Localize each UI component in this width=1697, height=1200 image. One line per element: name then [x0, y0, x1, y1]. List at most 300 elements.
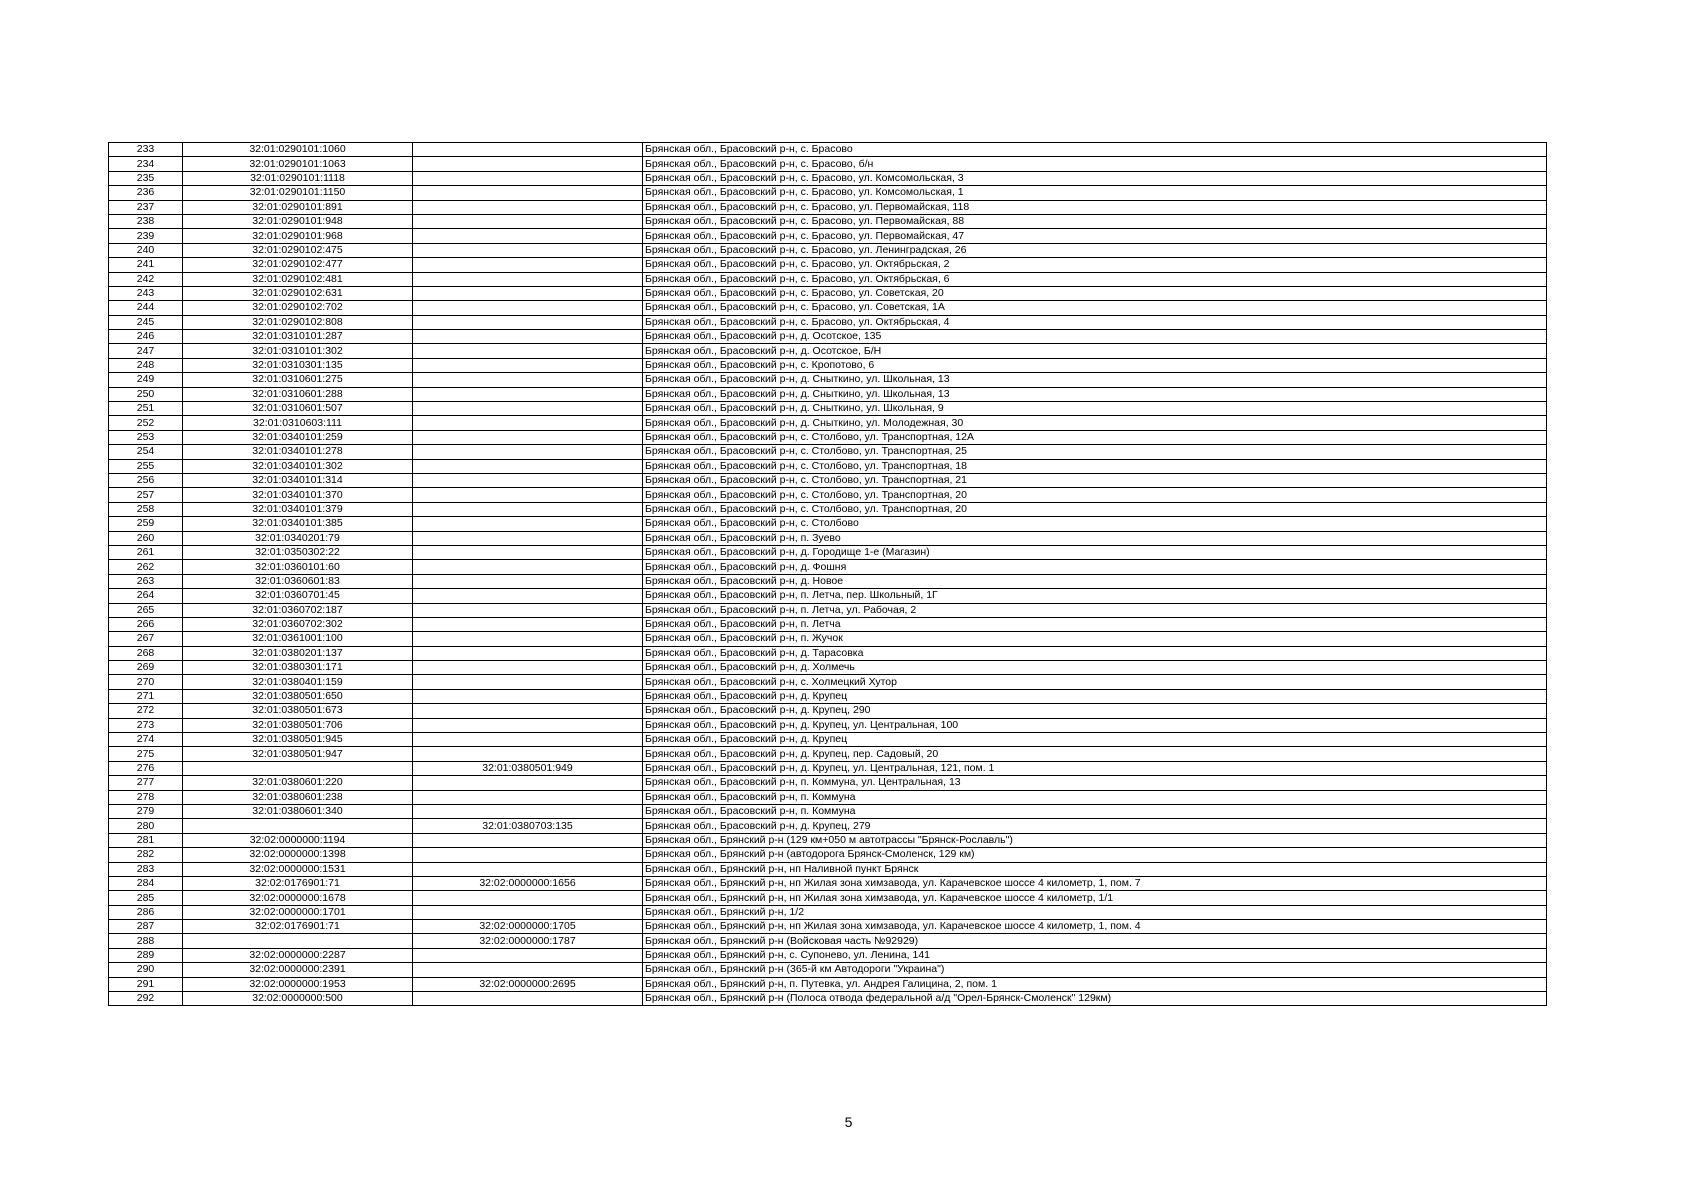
related-cadastral-number-cell — [413, 358, 643, 372]
row-number-cell: 244 — [109, 301, 183, 315]
related-cadastral-number-cell — [413, 473, 643, 487]
address-cell: Брянская обл., Брасовский р-н, д. Крупец, ул. Центральная, 121, пом. 1 — [643, 761, 1547, 775]
address-cell: Брянская обл., Брасовский р-н, с. Холмецкий Хутор — [643, 675, 1547, 689]
cadastral-number-cell: 32:01:0380501:673 — [183, 704, 413, 718]
row-number-cell: 285 — [109, 891, 183, 905]
cadastral-number-cell: 32:01:0380601:340 — [183, 804, 413, 818]
address-cell: Брянская обл., Брасовский р-н, д. Осотское, Б/Н — [643, 344, 1547, 358]
cadastral-number-cell: 32:01:0340101:385 — [183, 517, 413, 531]
address-cell: Брянская обл., Брасовский р-н, с. Столбово, ул. Транспортная, 25 — [643, 445, 1547, 459]
address-cell: Брянская обл., Брянский р-н (365-й км Автодороги "Украина") — [643, 963, 1547, 977]
table-row — [109, 848, 1547, 862]
cadastral-number-cell: 32:02:0000000:1398 — [183, 848, 413, 862]
cadastral-number-cell: 32:01:0360101:60 — [183, 560, 413, 574]
related-cadastral-number-cell — [413, 848, 643, 862]
table-row — [109, 934, 1547, 948]
cadastral-number-cell: 32:01:0290102:808 — [183, 315, 413, 329]
related-cadastral-number-cell — [413, 675, 643, 689]
row-number-cell: 278 — [109, 790, 183, 804]
cadastral-number-cell: 32:01:0310101:287 — [183, 330, 413, 344]
table-row — [109, 373, 1547, 387]
cadastral-number-cell: 32:01:0380401:159 — [183, 675, 413, 689]
cadastral-number-cell: 32:01:0350302:22 — [183, 545, 413, 559]
table-row — [109, 963, 1547, 977]
related-cadastral-number-cell — [413, 344, 643, 358]
table-row — [109, 689, 1547, 703]
cadastral-number-cell — [183, 761, 413, 775]
table-row — [109, 761, 1547, 775]
cadastral-number-cell: 32:01:0361001:100 — [183, 632, 413, 646]
related-cadastral-number-cell — [413, 747, 643, 761]
related-cadastral-number-cell — [413, 258, 643, 272]
table-row — [109, 804, 1547, 818]
table-row — [109, 459, 1547, 473]
row-number-cell: 268 — [109, 646, 183, 660]
related-cadastral-number-cell — [413, 200, 643, 214]
table-row — [109, 675, 1547, 689]
row-number-cell: 287 — [109, 920, 183, 934]
related-cadastral-number-cell — [413, 373, 643, 387]
table-row — [109, 733, 1547, 747]
table-row — [109, 243, 1547, 257]
address-cell: Брянская обл., Брасовский р-н, с. Брасово, ул. Первомайская, 88 — [643, 214, 1547, 228]
cadastral-number-cell: 32:01:0380301:171 — [183, 661, 413, 675]
cadastral-number-cell: 32:01:0290102:631 — [183, 286, 413, 300]
table-row — [109, 560, 1547, 574]
table-row — [109, 574, 1547, 588]
table-row — [109, 603, 1547, 617]
address-cell: Брянская обл., Брасовский р-н, д. Крупец, 290 — [643, 704, 1547, 718]
related-cadastral-number-cell — [413, 430, 643, 444]
address-cell: Брянская обл., Брасовский р-н, с. Брасово, ул. Октябрьская, 6 — [643, 272, 1547, 286]
address-cell: Брянская обл., Брасовский р-н, с. Столбово, ул. Транспортная, 12А — [643, 430, 1547, 444]
cadastral-number-cell: 32:01:0340101:379 — [183, 502, 413, 516]
related-cadastral-number-cell — [413, 143, 643, 157]
cadastral-number-cell: 32:01:0310601:288 — [183, 387, 413, 401]
table-row — [109, 862, 1547, 876]
row-number-cell: 284 — [109, 876, 183, 890]
related-cadastral-number-cell — [413, 704, 643, 718]
row-number-cell: 239 — [109, 229, 183, 243]
cadastral-number-cell: 32:01:0340101:370 — [183, 488, 413, 502]
row-number-cell: 261 — [109, 545, 183, 559]
related-cadastral-number-cell — [413, 776, 643, 790]
row-number-cell: 235 — [109, 171, 183, 185]
related-cadastral-number-cell — [413, 402, 643, 416]
address-cell: Брянская обл., Брянский р-н, 1/2 — [643, 905, 1547, 919]
cadastral-number-cell: 32:01:0360601:83 — [183, 574, 413, 588]
related-cadastral-number-cell — [413, 948, 643, 962]
row-number-cell: 254 — [109, 445, 183, 459]
address-cell: Брянская обл., Брасовский р-н, с. Брасово, ул. Комсомольская, 3 — [643, 171, 1547, 185]
related-cadastral-number-cell — [413, 286, 643, 300]
related-cadastral-number-cell — [413, 459, 643, 473]
row-number-cell: 279 — [109, 804, 183, 818]
related-cadastral-number-cell — [413, 157, 643, 171]
address-cell: Брянская обл., Брасовский р-н, с. Столбово — [643, 517, 1547, 531]
table-row — [109, 200, 1547, 214]
related-cadastral-number-cell — [413, 589, 643, 603]
table-row — [109, 718, 1547, 732]
related-cadastral-number-cell — [413, 689, 643, 703]
row-number-cell: 262 — [109, 560, 183, 574]
row-number-cell: 241 — [109, 258, 183, 272]
cadastral-number-cell: 32:01:0290101:968 — [183, 229, 413, 243]
table-row — [109, 531, 1547, 545]
row-number-cell: 236 — [109, 186, 183, 200]
row-number-cell: 245 — [109, 315, 183, 329]
address-cell: Брянская обл., Брасовский р-н, д. Сныткино, ул. Молодежная, 30 — [643, 416, 1547, 430]
address-cell: Брянская обл., Брасовский р-н, д. Крупец — [643, 733, 1547, 747]
cadastral-number-cell: 32:01:0360702:302 — [183, 617, 413, 631]
related-cadastral-number-cell: 32:02:0000000:2695 — [413, 977, 643, 991]
row-number-cell: 275 — [109, 747, 183, 761]
cadastral-number-cell: 32:01:0380501:706 — [183, 718, 413, 732]
address-cell: Брянская обл., Брасовский р-н, п. Жучок — [643, 632, 1547, 646]
table-row — [109, 315, 1547, 329]
address-cell: Брянская обл., Брасовский р-н, д. Крупец — [643, 689, 1547, 703]
row-number-cell: 269 — [109, 661, 183, 675]
cadastral-number-cell: 32:02:0000000:2287 — [183, 948, 413, 962]
address-cell: Брянская обл., Брянский р-н (Полоса отвода федеральной а/д "Орел-Брянск-Смоленск" 129км) — [643, 992, 1547, 1006]
cadastral-number-cell: 32:01:0340201:79 — [183, 531, 413, 545]
related-cadastral-number-cell — [413, 330, 643, 344]
related-cadastral-number-cell — [413, 488, 643, 502]
cadastral-number-cell: 32:01:0290101:891 — [183, 200, 413, 214]
address-cell: Брянская обл., Брасовский р-н, с. Столбово, ул. Транспортная, 18 — [643, 459, 1547, 473]
cadastral-number-cell: 32:01:0340101:314 — [183, 473, 413, 487]
related-cadastral-number-cell — [413, 387, 643, 401]
table-row — [109, 977, 1547, 991]
cadastral-number-cell: 32:02:0000000:1701 — [183, 905, 413, 919]
row-number-cell: 238 — [109, 214, 183, 228]
table-row — [109, 502, 1547, 516]
address-cell: Брянская обл., Брасовский р-н, д. Сныткино, ул. Школьная, 9 — [643, 402, 1547, 416]
row-number-cell: 274 — [109, 733, 183, 747]
row-number-cell: 277 — [109, 776, 183, 790]
address-cell: Брянская обл., Брасовский р-н, п. Летча, пер. Школьный, 1Г — [643, 589, 1547, 603]
cadastral-number-cell: 32:01:0380601:220 — [183, 776, 413, 790]
table-row — [109, 416, 1547, 430]
row-number-cell: 286 — [109, 905, 183, 919]
table-row — [109, 891, 1547, 905]
row-number-cell: 242 — [109, 272, 183, 286]
related-cadastral-number-cell — [413, 833, 643, 847]
cadastral-number-cell: 32:01:0340101:259 — [183, 430, 413, 444]
related-cadastral-number-cell — [413, 862, 643, 876]
related-cadastral-number-cell: 32:02:0000000:1705 — [413, 920, 643, 934]
table-row — [109, 186, 1547, 200]
related-cadastral-number-cell — [413, 733, 643, 747]
row-number-cell: 291 — [109, 977, 183, 991]
row-number-cell: 267 — [109, 632, 183, 646]
table-row — [109, 488, 1547, 502]
address-cell: Брянская обл., Брасовский р-н, д. Новое — [643, 574, 1547, 588]
row-number-cell: 272 — [109, 704, 183, 718]
row-number-cell: 237 — [109, 200, 183, 214]
address-cell: Брянская обл., Брасовский р-н, с. Брасово, б/н — [643, 157, 1547, 171]
related-cadastral-number-cell — [413, 603, 643, 617]
cadastral-number-cell: 32:02:0176901:71 — [183, 876, 413, 890]
table-row — [109, 833, 1547, 847]
row-number-cell: 290 — [109, 963, 183, 977]
cadastral-number-cell: 32:02:0000000:1678 — [183, 891, 413, 905]
address-cell: Брянская обл., Брасовский р-н, д. Сныткино, ул. Школьная, 13 — [643, 373, 1547, 387]
table-row — [109, 819, 1547, 833]
related-cadastral-number-cell — [413, 301, 643, 315]
row-number-cell: 249 — [109, 373, 183, 387]
table-row — [109, 517, 1547, 531]
row-number-cell: 273 — [109, 718, 183, 732]
address-cell: Брянская обл., Брасовский р-н, п. Зуево — [643, 531, 1547, 545]
table-row — [109, 358, 1547, 372]
address-cell: Брянская обл., Брасовский р-н, с. Столбово, ул. Транспортная, 20 — [643, 502, 1547, 516]
table-row — [109, 776, 1547, 790]
cadastral-number-cell: 32:01:0290101:1150 — [183, 186, 413, 200]
related-cadastral-number-cell — [413, 531, 643, 545]
related-cadastral-number-cell — [413, 416, 643, 430]
row-number-cell: 288 — [109, 934, 183, 948]
table-row — [109, 258, 1547, 272]
related-cadastral-number-cell — [413, 560, 643, 574]
table-row — [109, 229, 1547, 243]
address-cell: Брянская обл., Брасовский р-н, с. Брасово, ул. Октябрьская, 2 — [643, 258, 1547, 272]
address-cell: Брянская обл., Брасовский р-н, п. Коммуна, ул. Центральная, 13 — [643, 776, 1547, 790]
related-cadastral-number-cell — [413, 502, 643, 516]
table-row — [109, 920, 1547, 934]
row-number-cell: 258 — [109, 502, 183, 516]
address-cell: Брянская обл., Брасовский р-н, д. Городище 1-е (Магазин) — [643, 545, 1547, 559]
property-table — [108, 142, 1547, 1006]
table-row — [109, 445, 1547, 459]
address-cell: Брянская обл., Брянский р-н, нп Наливной пункт Брянск — [643, 862, 1547, 876]
address-cell: Брянская обл., Брасовский р-н, с. Столбово, ул. Транспортная, 20 — [643, 488, 1547, 502]
row-number-cell: 282 — [109, 848, 183, 862]
row-number-cell: 251 — [109, 402, 183, 416]
address-cell: Брянская обл., Брасовский р-н, п. Летча — [643, 617, 1547, 631]
related-cadastral-number-cell: 32:01:0380703:135 — [413, 819, 643, 833]
cadastral-number-cell: 32:02:0000000:1194 — [183, 833, 413, 847]
related-cadastral-number-cell — [413, 646, 643, 660]
table-body — [109, 143, 1547, 1006]
table-row — [109, 790, 1547, 804]
address-cell: Брянская обл., Брасовский р-н, с. Брасово, ул. Первомайская, 47 — [643, 229, 1547, 243]
table-row — [109, 905, 1547, 919]
cadastral-number-cell: 32:02:0000000:1953 — [183, 977, 413, 991]
related-cadastral-number-cell: 32:01:0380501:949 — [413, 761, 643, 775]
table-row — [109, 747, 1547, 761]
row-number-cell: 253 — [109, 430, 183, 444]
cadastral-number-cell: 32:01:0290102:702 — [183, 301, 413, 315]
page-number: 5 — [844, 1114, 853, 1130]
address-cell: Брянская обл., Брасовский р-н, с. Брасово, ул. Комсомольская, 1 — [643, 186, 1547, 200]
table-row — [109, 330, 1547, 344]
address-cell: Брянская обл., Брянский р-н, нп Жилая зона химзавода, ул. Карачевское шоссе 4 километр, 1, пом. 7 — [643, 876, 1547, 890]
cadastral-number-cell: 32:01:0290101:948 — [183, 214, 413, 228]
related-cadastral-number-cell — [413, 718, 643, 732]
row-number-cell: 292 — [109, 992, 183, 1006]
address-cell: Брянская обл., Брасовский р-н, д. Крупец, пер. Садовый, 20 — [643, 747, 1547, 761]
cadastral-number-cell: 32:01:0290101:1060 — [183, 143, 413, 157]
related-cadastral-number-cell — [413, 545, 643, 559]
row-number-cell: 257 — [109, 488, 183, 502]
address-cell: Брянская обл., Брасовский р-н, с. Брасово, ул. Первомайская, 118 — [643, 200, 1547, 214]
row-number-cell: 265 — [109, 603, 183, 617]
related-cadastral-number-cell — [413, 963, 643, 977]
row-number-cell: 234 — [109, 157, 183, 171]
table-row — [109, 589, 1547, 603]
cadastral-number-cell: 32:01:0310601:507 — [183, 402, 413, 416]
cadastral-number-cell: 32:01:0310601:275 — [183, 373, 413, 387]
table-row — [109, 632, 1547, 646]
table-row — [109, 286, 1547, 300]
row-number-cell: 252 — [109, 416, 183, 430]
cadastral-number-cell: 32:02:0176901:71 — [183, 920, 413, 934]
address-cell: Брянская обл., Брянский р-н (129 км+050 м автотрассы "Брянск-Рославль") — [643, 833, 1547, 847]
address-cell: Брянская обл., Брасовский р-н, д. Фошня — [643, 560, 1547, 574]
row-number-cell: 271 — [109, 689, 183, 703]
cadastral-number-cell: 32:01:0290101:1118 — [183, 171, 413, 185]
cadastral-number-cell: 32:01:0380501:945 — [183, 733, 413, 747]
table-row — [109, 272, 1547, 286]
row-number-cell: 270 — [109, 675, 183, 689]
related-cadastral-number-cell — [413, 243, 643, 257]
related-cadastral-number-cell — [413, 574, 643, 588]
table-row — [109, 430, 1547, 444]
cadastral-number-cell: 32:02:0000000:1531 — [183, 862, 413, 876]
cadastral-number-cell: 32:02:0000000:500 — [183, 992, 413, 1006]
address-cell: Брянская обл., Брасовский р-н, с. Брасово, ул. Советская, 1А — [643, 301, 1547, 315]
address-cell: Брянская обл., Брянский р-н, нп Жилая зона химзавода, ул. Карачевское шоссе 4 километр, 1/1 — [643, 891, 1547, 905]
row-number-cell: 259 — [109, 517, 183, 531]
table-row — [109, 143, 1547, 157]
row-number-cell: 248 — [109, 358, 183, 372]
cadastral-number-cell: 32:01:0310101:302 — [183, 344, 413, 358]
address-cell: Брянская обл., Брасовский р-н, п. Коммуна — [643, 804, 1547, 818]
address-cell: Брянская обл., Брасовский р-н, с. Кропотово, 6 — [643, 358, 1547, 372]
table-row — [109, 214, 1547, 228]
cadastral-number-cell — [183, 819, 413, 833]
cadastral-number-cell: 32:02:0000000:2391 — [183, 963, 413, 977]
address-cell: Брянская обл., Брянский р-н (автодорога Брянск-Смоленск, 129 км) — [643, 848, 1547, 862]
related-cadastral-number-cell — [413, 315, 643, 329]
table-row — [109, 646, 1547, 660]
table-row — [109, 992, 1547, 1006]
cadastral-number-cell — [183, 934, 413, 948]
cadastral-number-cell: 32:01:0340101:278 — [183, 445, 413, 459]
row-number-cell: 260 — [109, 531, 183, 545]
table-row — [109, 344, 1547, 358]
address-cell: Брянская обл., Брянский р-н (Войсковая часть №92929) — [643, 934, 1547, 948]
cadastral-number-cell: 32:01:0340101:302 — [183, 459, 413, 473]
table-row — [109, 704, 1547, 718]
cadastral-number-cell: 32:01:0380601:238 — [183, 790, 413, 804]
cadastral-number-cell: 32:01:0310301:135 — [183, 358, 413, 372]
cadastral-number-cell: 32:01:0290102:475 — [183, 243, 413, 257]
cadastral-number-cell: 32:01:0360701:45 — [183, 589, 413, 603]
row-number-cell: 281 — [109, 833, 183, 847]
address-cell: Брянская обл., Брасовский р-н, д. Осотское, 135 — [643, 330, 1547, 344]
related-cadastral-number-cell — [413, 891, 643, 905]
address-cell: Брянская обл., Брасовский р-н, п. Коммуна — [643, 790, 1547, 804]
related-cadastral-number-cell — [413, 661, 643, 675]
related-cadastral-number-cell — [413, 229, 643, 243]
row-number-cell: 280 — [109, 819, 183, 833]
table-row — [109, 948, 1547, 962]
related-cadastral-number-cell — [413, 445, 643, 459]
cadastral-number-cell: 32:01:0360702:187 — [183, 603, 413, 617]
related-cadastral-number-cell — [413, 171, 643, 185]
row-number-cell: 266 — [109, 617, 183, 631]
address-cell: Брянская обл., Брасовский р-н, с. Брасово — [643, 143, 1547, 157]
cadastral-number-cell: 32:01:0290101:1063 — [183, 157, 413, 171]
related-cadastral-number-cell: 32:02:0000000:1656 — [413, 876, 643, 890]
table-row — [109, 157, 1547, 171]
row-number-cell: 263 — [109, 574, 183, 588]
row-number-cell: 264 — [109, 589, 183, 603]
address-cell: Брянская обл., Брасовский р-н, с. Брасово, ул. Ленинградская, 26 — [643, 243, 1547, 257]
table-row — [109, 301, 1547, 315]
row-number-cell: 233 — [109, 143, 183, 157]
address-cell: Брянская обл., Брянский р-н, с. Супонево, ул. Ленина, 141 — [643, 948, 1547, 962]
row-number-cell: 246 — [109, 330, 183, 344]
row-number-cell: 243 — [109, 286, 183, 300]
related-cadastral-number-cell — [413, 905, 643, 919]
cadastral-number-cell: 32:01:0380201:137 — [183, 646, 413, 660]
related-cadastral-number-cell — [413, 617, 643, 631]
table-row — [109, 545, 1547, 559]
cadastral-number-cell: 32:01:0380501:947 — [183, 747, 413, 761]
table-row — [109, 617, 1547, 631]
address-cell: Брянская обл., Брасовский р-н, д. Тарасовка — [643, 646, 1547, 660]
address-cell: Брянская обл., Брасовский р-н, д. Холмечь — [643, 661, 1547, 675]
cadastral-number-cell: 32:01:0380501:650 — [183, 689, 413, 703]
cadastral-number-cell: 32:01:0310603:111 — [183, 416, 413, 430]
table-row — [109, 661, 1547, 675]
related-cadastral-number-cell — [413, 272, 643, 286]
table-row — [109, 387, 1547, 401]
related-cadastral-number-cell — [413, 992, 643, 1006]
address-cell: Брянская обл., Брянский р-н, нп Жилая зона химзавода, ул. Карачевское шоссе 4 километр, 1, пом. 4 — [643, 920, 1547, 934]
related-cadastral-number-cell: 32:02:0000000:1787 — [413, 934, 643, 948]
address-cell: Брянская обл., Брасовский р-н, с. Брасово, ул. Советская, 20 — [643, 286, 1547, 300]
cadastral-number-cell: 32:01:0290102:477 — [183, 258, 413, 272]
related-cadastral-number-cell — [413, 517, 643, 531]
row-number-cell: 247 — [109, 344, 183, 358]
address-cell: Брянская обл., Брянский р-н, п. Путевка, ул. Андрея Галицина, 2, пом. 1 — [643, 977, 1547, 991]
address-cell: Брянская обл., Брасовский р-н, с. Столбово, ул. Транспортная, 21 — [643, 473, 1547, 487]
related-cadastral-number-cell — [413, 632, 643, 646]
row-number-cell: 240 — [109, 243, 183, 257]
table-row — [109, 473, 1547, 487]
row-number-cell: 256 — [109, 473, 183, 487]
row-number-cell: 255 — [109, 459, 183, 473]
table-row — [109, 171, 1547, 185]
table-row — [109, 876, 1547, 890]
address-cell: Брянская обл., Брасовский р-н, д. Сныткино, ул. Школьная, 13 — [643, 387, 1547, 401]
address-cell: Брянская обл., Брасовский р-н, д. Крупец, 279 — [643, 819, 1547, 833]
row-number-cell: 250 — [109, 387, 183, 401]
row-number-cell: 283 — [109, 862, 183, 876]
cadastral-number-cell: 32:01:0290102:481 — [183, 272, 413, 286]
related-cadastral-number-cell — [413, 790, 643, 804]
related-cadastral-number-cell — [413, 186, 643, 200]
table-row — [109, 402, 1547, 416]
related-cadastral-number-cell — [413, 214, 643, 228]
related-cadastral-number-cell — [413, 804, 643, 818]
address-cell: Брянская обл., Брасовский р-н, с. Брасово, ул. Октябрьская, 4 — [643, 315, 1547, 329]
address-cell: Брянская обл., Брасовский р-н, п. Летча, ул. Рабочая, 2 — [643, 603, 1547, 617]
